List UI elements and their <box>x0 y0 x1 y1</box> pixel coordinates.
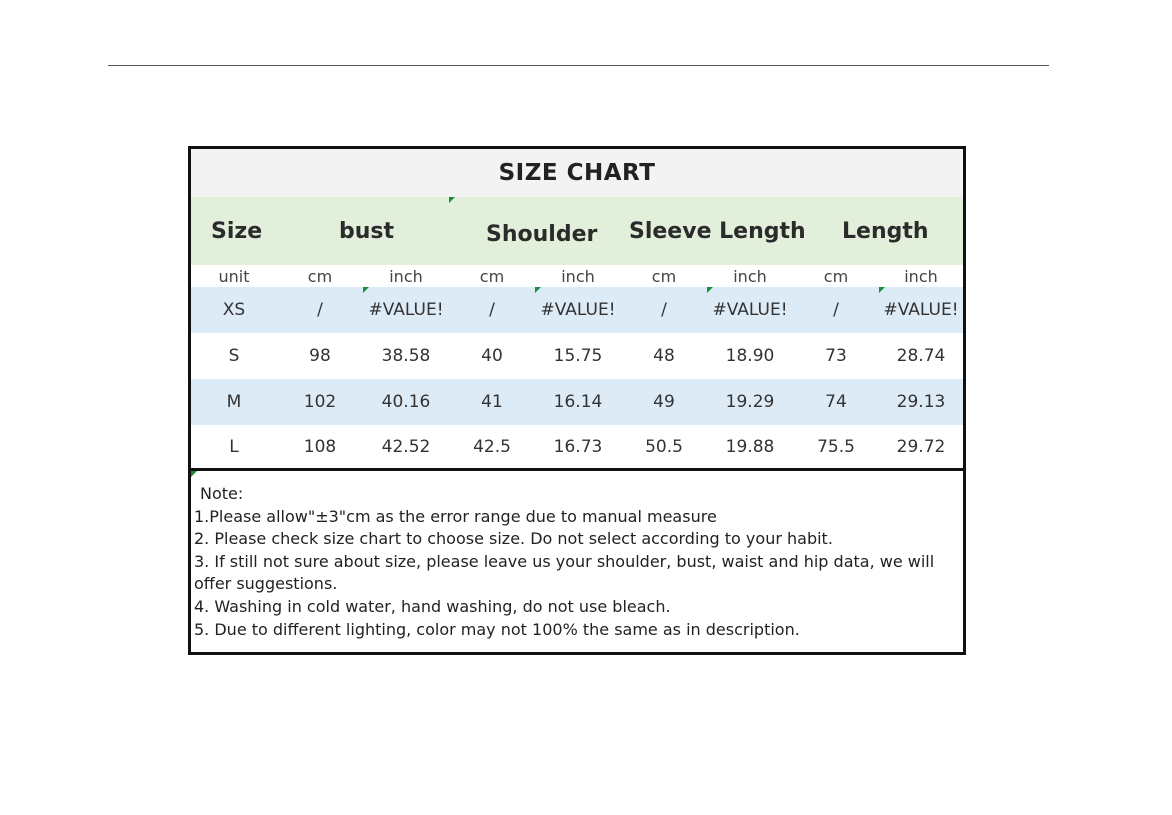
header-bust: bust <box>339 219 395 244</box>
notes-section <box>194 483 960 641</box>
table-cell: 42.52 <box>381 436 431 457</box>
table-cell: / <box>489 300 495 320</box>
cell-comment-marker <box>707 287 713 293</box>
note-item: 4. Washing in cold water, hand washing, do not use bleach. <box>194 596 671 616</box>
table-cell: 102 <box>303 392 337 412</box>
note-item: 5. Due to different lighting, color may not 100% the same as in description. <box>194 619 800 639</box>
table-cell: 38.58 <box>381 346 431 366</box>
table-cell: / <box>661 300 667 320</box>
table-cell: 28.74 <box>896 346 946 366</box>
table-cell: L <box>229 436 239 457</box>
header-shoulder: Shoulder <box>486 222 598 247</box>
header-sleeve-length: Sleeve Length <box>629 219 806 244</box>
header-length: Length <box>842 219 929 244</box>
table-cell: 49 <box>653 392 675 412</box>
table-cell: / <box>833 300 839 320</box>
table-cell: 48 <box>653 346 675 366</box>
header-row <box>191 197 963 265</box>
unit-cell: cm <box>307 266 333 286</box>
top-divider <box>108 65 1049 66</box>
table-row-l <box>191 425 963 468</box>
table-cell: 50.5 <box>645 436 683 457</box>
table-cell: S <box>228 346 240 366</box>
table-cell: / <box>317 300 323 320</box>
table-bottom-border <box>191 468 963 471</box>
table-cell: 41 <box>481 392 503 412</box>
unit-cell: inch <box>561 266 595 286</box>
unit-cell: inch <box>389 266 423 286</box>
table-cell: #VALUE! <box>712 300 788 320</box>
table-row-s <box>191 333 963 379</box>
table-row-m <box>191 379 963 425</box>
notes-heading: Note: <box>200 484 244 503</box>
cell-comment-marker <box>449 197 455 203</box>
chart-title <box>191 149 963 197</box>
unit-cell: cm <box>823 266 849 286</box>
note-item: 3. If still not sure about size, please leave us your shoulder, bust, waist and hip data, we will offer suggestions. <box>194 551 935 594</box>
table-cell: XS <box>222 300 246 320</box>
table-cell: 29.72 <box>896 436 946 457</box>
size-chart <box>188 146 966 655</box>
table-cell: 19.29 <box>725 392 775 412</box>
unit-cell: cm <box>651 266 677 286</box>
unit-row <box>191 265 963 287</box>
table-cell: #VALUE! <box>368 300 444 320</box>
cell-comment-marker <box>879 287 885 293</box>
table-cell: 74 <box>825 392 847 412</box>
chart-title-text: SIZE CHART <box>498 160 656 186</box>
table-cell: 15.75 <box>553 346 603 366</box>
table-cell: #VALUE! <box>883 300 959 320</box>
cell-comment-marker <box>535 287 541 293</box>
unit-cell: cm <box>479 266 505 286</box>
table-cell: 73 <box>825 346 847 366</box>
header-size: Size <box>211 219 263 244</box>
note-item: 1.Please allow"±3"cm as the error range due to manual measure <box>194 506 717 526</box>
table-cell: 19.88 <box>725 436 775 457</box>
table-cell: 16.73 <box>553 436 603 457</box>
table-cell: 29.13 <box>896 392 946 412</box>
unit-cell: unit <box>218 266 250 286</box>
table-cell: 18.90 <box>725 346 775 366</box>
cell-comment-marker <box>191 471 197 477</box>
table-cell: 98 <box>309 346 331 366</box>
table-cell: 16.14 <box>553 392 603 412</box>
table-cell: M <box>226 392 242 412</box>
table-cell: 40.16 <box>381 392 431 412</box>
table-cell: #VALUE! <box>540 300 616 320</box>
cell-comment-marker <box>363 287 369 293</box>
table-cell: 42.5 <box>473 436 511 457</box>
table-cell: 108 <box>303 436 337 457</box>
table-cell: 75.5 <box>817 436 855 457</box>
table-cell: 40 <box>481 346 503 366</box>
table-row-xs <box>191 287 963 333</box>
note-item: 2. Please check size chart to choose size. Do not select according to your habit. <box>194 529 833 549</box>
unit-cell: inch <box>733 266 767 286</box>
unit-cell: inch <box>904 266 938 286</box>
